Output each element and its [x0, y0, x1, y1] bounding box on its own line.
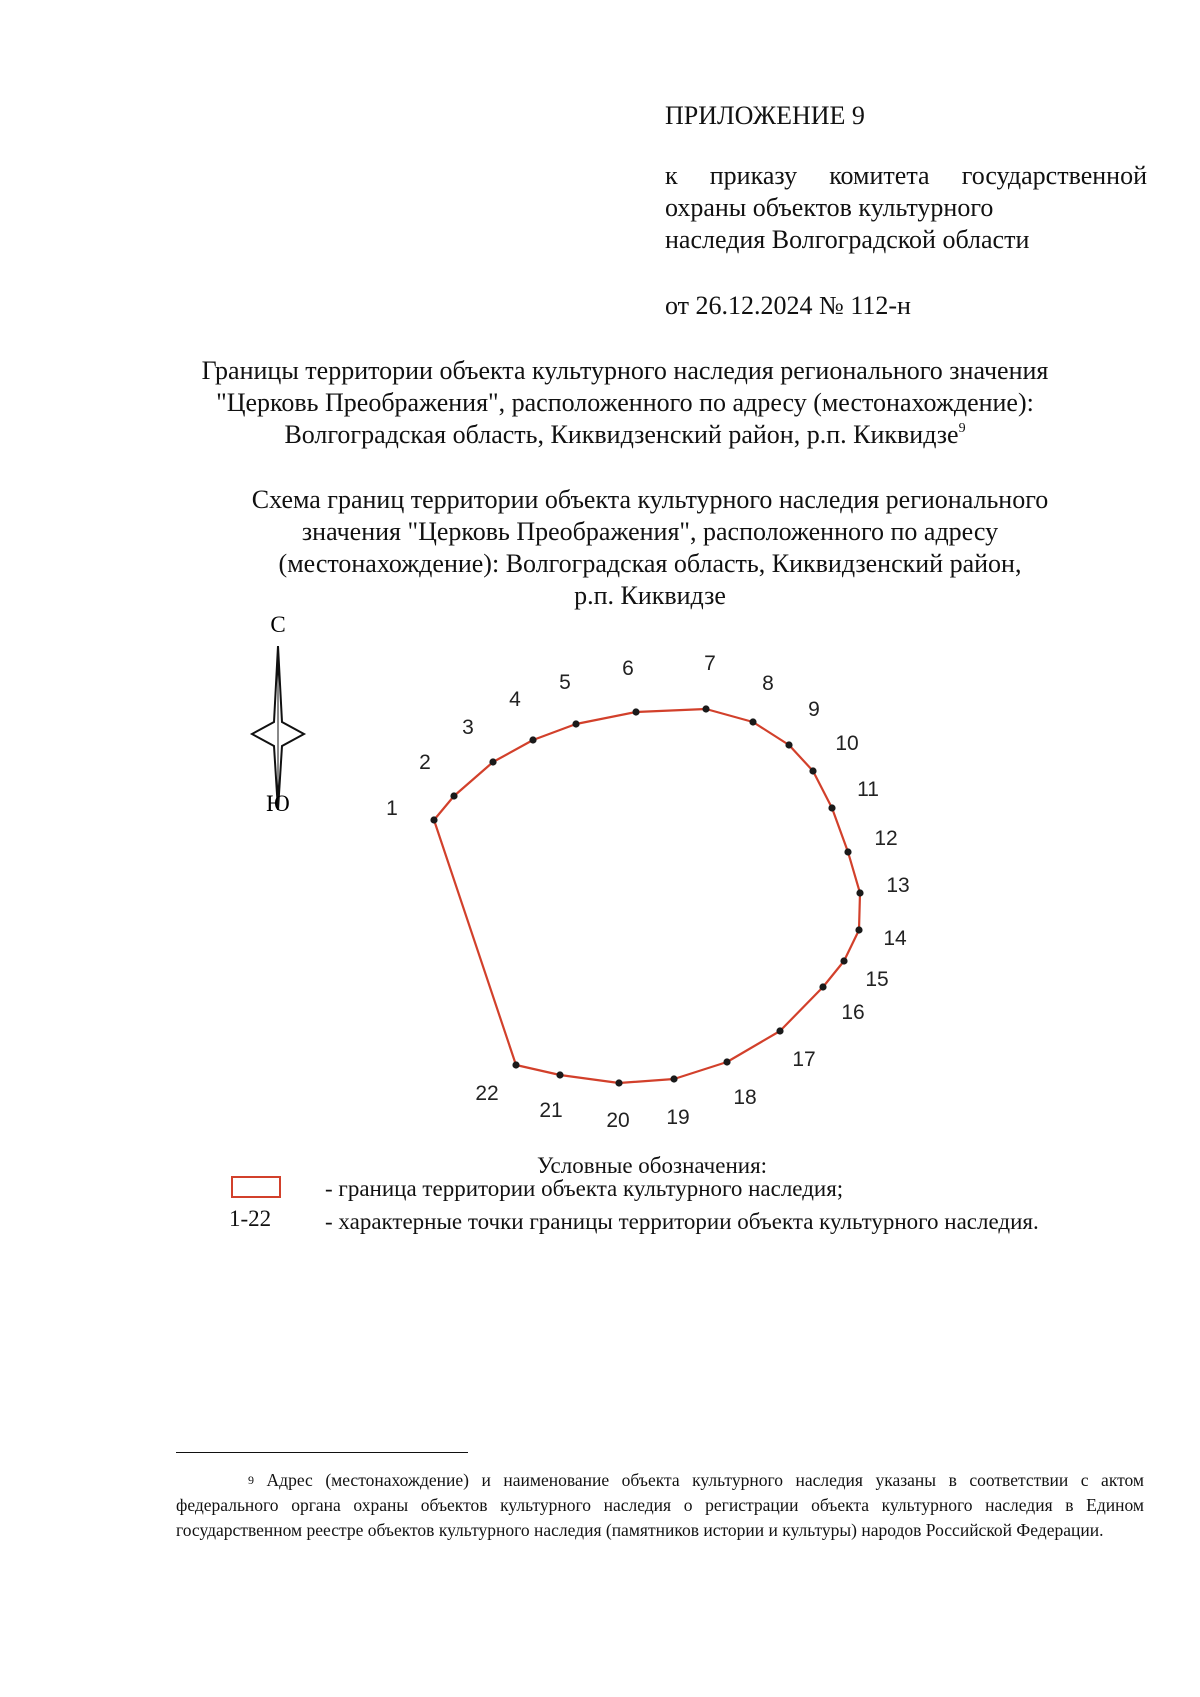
boundary-point: [556, 1071, 563, 1078]
boundary-point-label: 9: [808, 698, 820, 721]
boundary-point-label: 13: [886, 874, 910, 897]
boundary-point: [670, 1075, 677, 1082]
boundary-point-label: 22: [475, 1082, 499, 1105]
order-line-1: к приказу комитета государственной: [665, 161, 1147, 190]
boundary-point: [840, 957, 847, 964]
boundary-point-labels: [386, 652, 910, 1132]
boundary-point-label: 12: [874, 827, 898, 850]
boundary-point-label: 20: [606, 1109, 630, 1132]
boundary-point-label: 1: [386, 797, 398, 820]
boundary-point-label: 19: [666, 1106, 690, 1129]
boundary-point: [776, 1027, 783, 1034]
boundary-point-label: 2: [419, 751, 431, 774]
boundary-point-label: 8: [762, 672, 774, 695]
boundary-point: [819, 983, 826, 990]
title-line-2: "Церковь Преображения", расположенного по адресу (местонахождение):: [216, 388, 1034, 417]
boundary-point-label: 3: [462, 716, 474, 739]
title-line-3: Волгоградская область, Киквидзенский район, р.п. Киквидзе: [284, 420, 959, 449]
boundary-point-label: 4: [509, 688, 521, 711]
boundary-point-label: 5: [559, 671, 571, 694]
order-date: от 26.12.2024 № 112-н: [665, 291, 911, 320]
boundary-point: [615, 1079, 622, 1086]
boundary-point-label: 21: [539, 1099, 563, 1122]
boundary-point: [785, 741, 792, 748]
boundary-point-label: 18: [733, 1086, 757, 1109]
boundary-point: [489, 758, 496, 765]
footnote-reference: 9: [958, 421, 966, 436]
compass-south-label: Ю: [266, 791, 290, 816]
footnote-text: Адрес (местонахождение) и наименование объекта культурного наследия указаны в соответствии с актом федерального органа охраны объектов культурного наследия о регистрации объекта культурного наследия в Едином государственном реестре объектов культурного наследия (памятников истории и культуры) народов Российской Федерации.: [176, 1470, 1145, 1540]
boundary-point-label: 7: [704, 652, 716, 675]
boundary-point: [828, 804, 835, 811]
scheme-line-2: значения "Церковь Преображения", расположенного по адресу: [301, 517, 999, 546]
boundary-point: [512, 1061, 519, 1068]
boundary-point-label: 10: [835, 732, 859, 755]
footnote: [176, 1468, 1144, 1543]
boundary-point: [855, 926, 862, 933]
scheme-line-1: Схема границ территории объекта культурного наследия регионального: [251, 485, 1049, 514]
boundary-point-label: 11: [857, 778, 879, 801]
boundary-point-label: 6: [622, 657, 634, 680]
legend-boundary-swatch: [231, 1176, 281, 1198]
legend-boundary-text: - граница территории объекта культурного наследия;: [325, 1176, 844, 1201]
boundary-point: [632, 708, 639, 715]
legend-title: Условные обозначения:: [537, 1153, 768, 1178]
order-line-2: охраны объектов культурного: [665, 193, 994, 222]
scheme-line-3: (местонахождение): Волгоградская область, Киквидзенский район,: [278, 549, 1022, 578]
boundary-point: [844, 848, 851, 855]
order-line-3: наследия Волгоградской области: [665, 225, 1030, 254]
boundary-point-label: 16: [841, 1001, 865, 1024]
boundary-point: [702, 705, 709, 712]
boundary-point: [809, 767, 816, 774]
title-line-1: Границы территории объекта культурного наследия регионального значения: [201, 356, 1049, 385]
footnote-divider: [176, 1452, 468, 1453]
legend-points-text: - характерные точки границы территории объекта культурного наследия.: [325, 1209, 1039, 1234]
boundary-point-label: 17: [792, 1048, 816, 1071]
boundary-point: [430, 816, 437, 823]
boundary-point: [856, 889, 863, 896]
compass-north-label: С: [270, 612, 286, 637]
appendix-title: ПРИЛОЖЕНИЕ 9: [665, 101, 865, 130]
boundary-point: [450, 792, 457, 799]
boundary-point: [749, 718, 756, 725]
scheme-line-4: р.п. Киквидзе: [574, 581, 726, 610]
boundary-points: [430, 705, 863, 1086]
boundary-point: [529, 736, 536, 743]
boundary-point: [723, 1058, 730, 1065]
boundary-point-label: 15: [865, 968, 889, 991]
boundary-point: [572, 720, 579, 727]
footnote-mark: 9: [248, 1473, 254, 1487]
boundary-line: [434, 709, 860, 1083]
boundary-point-label: 14: [883, 927, 907, 950]
legend-points-key: 1-22: [229, 1206, 272, 1231]
